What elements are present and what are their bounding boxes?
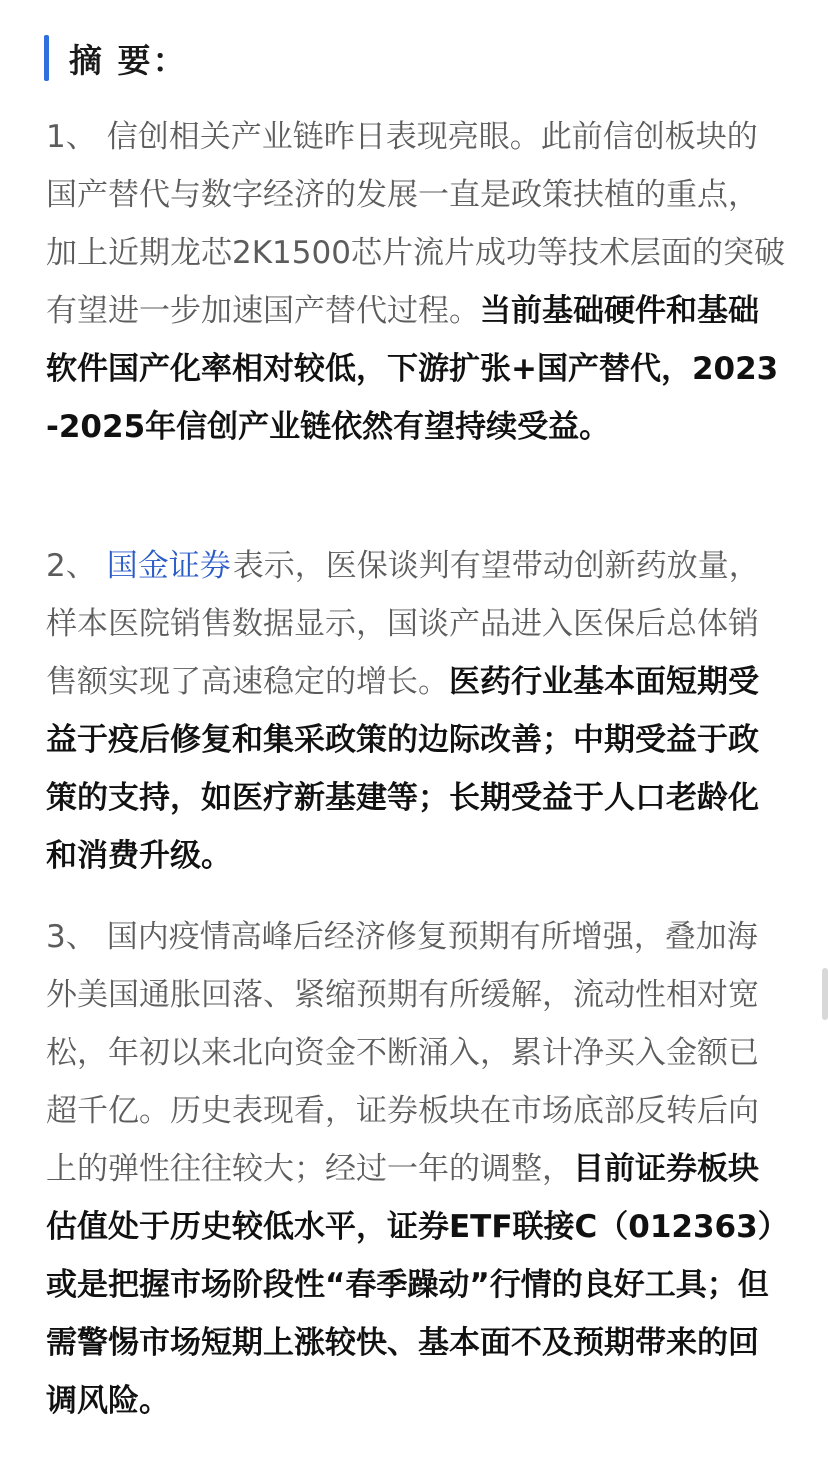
item-emphasis-end: ；但需警惕市场短期上涨较快、基本面不及预期带来的回调风险。 <box>46 1267 769 1419</box>
scrollbar-thumb[interactable] <box>822 968 828 1020</box>
item-number: 1、 <box>46 119 97 155</box>
item-text: 国内疫情高峰后经济修复预期有所增强，叠加海外美国通胀回落、紧缩预期有所缓解，流动性相对宽松，年初以来北向资金不断涌入，累计净买入金额已超千亿。历史表现看，证券板块在市场底部反转后向上的弹性往往较大；经过一年的调整， <box>46 919 759 1187</box>
item-emphasis-quote: “春季躁动”行情的良好工具 <box>325 1267 707 1303</box>
summary-item-3 <box>46 908 786 1430</box>
item-number: 2、 <box>46 548 97 584</box>
summary-item-1 <box>46 108 786 456</box>
heading-accent-bar <box>44 35 49 81</box>
item-text: 表示，医保谈判有望带动创新药放量，样本医院销售数据显示，国谈产品进入医保后总体销售额实现了高速稳定的增长。 <box>46 548 760 700</box>
summary-item-2 <box>46 537 786 885</box>
item-emphasis: 目前证券板块估值处于历史较低水平，证券ETF联接C（012363）或是把握市场阶段性 <box>46 1151 774 1303</box>
item-text: 信创相关产业链昨日表现亮眼。此前信创板块的国产替代与数字经济的发展一直是政策扶植的重点，加上近期龙芯2K1500芯片流片成功等技术层面的突破有望进一步加速国产替代过程。 <box>46 119 785 329</box>
broker-link[interactable]: 国金证券 <box>106 548 231 584</box>
summary-heading <box>44 34 188 82</box>
summary-title: 摘 要： <box>69 40 188 80</box>
item-emphasis: 当前基础硬件和基础软件国产化率相对较低，下游扩张+国产替代，2023-2025年信创产业链依然有望持续受益。 <box>46 293 779 445</box>
item-emphasis: 医药行业基本面短期受益于疫后修复和集采政策的边际改善；中期受益于政策的支持，如医疗新基建等；长期受益于人口老龄化和消费升级。 <box>46 664 759 874</box>
item-number: 3、 <box>46 919 97 955</box>
